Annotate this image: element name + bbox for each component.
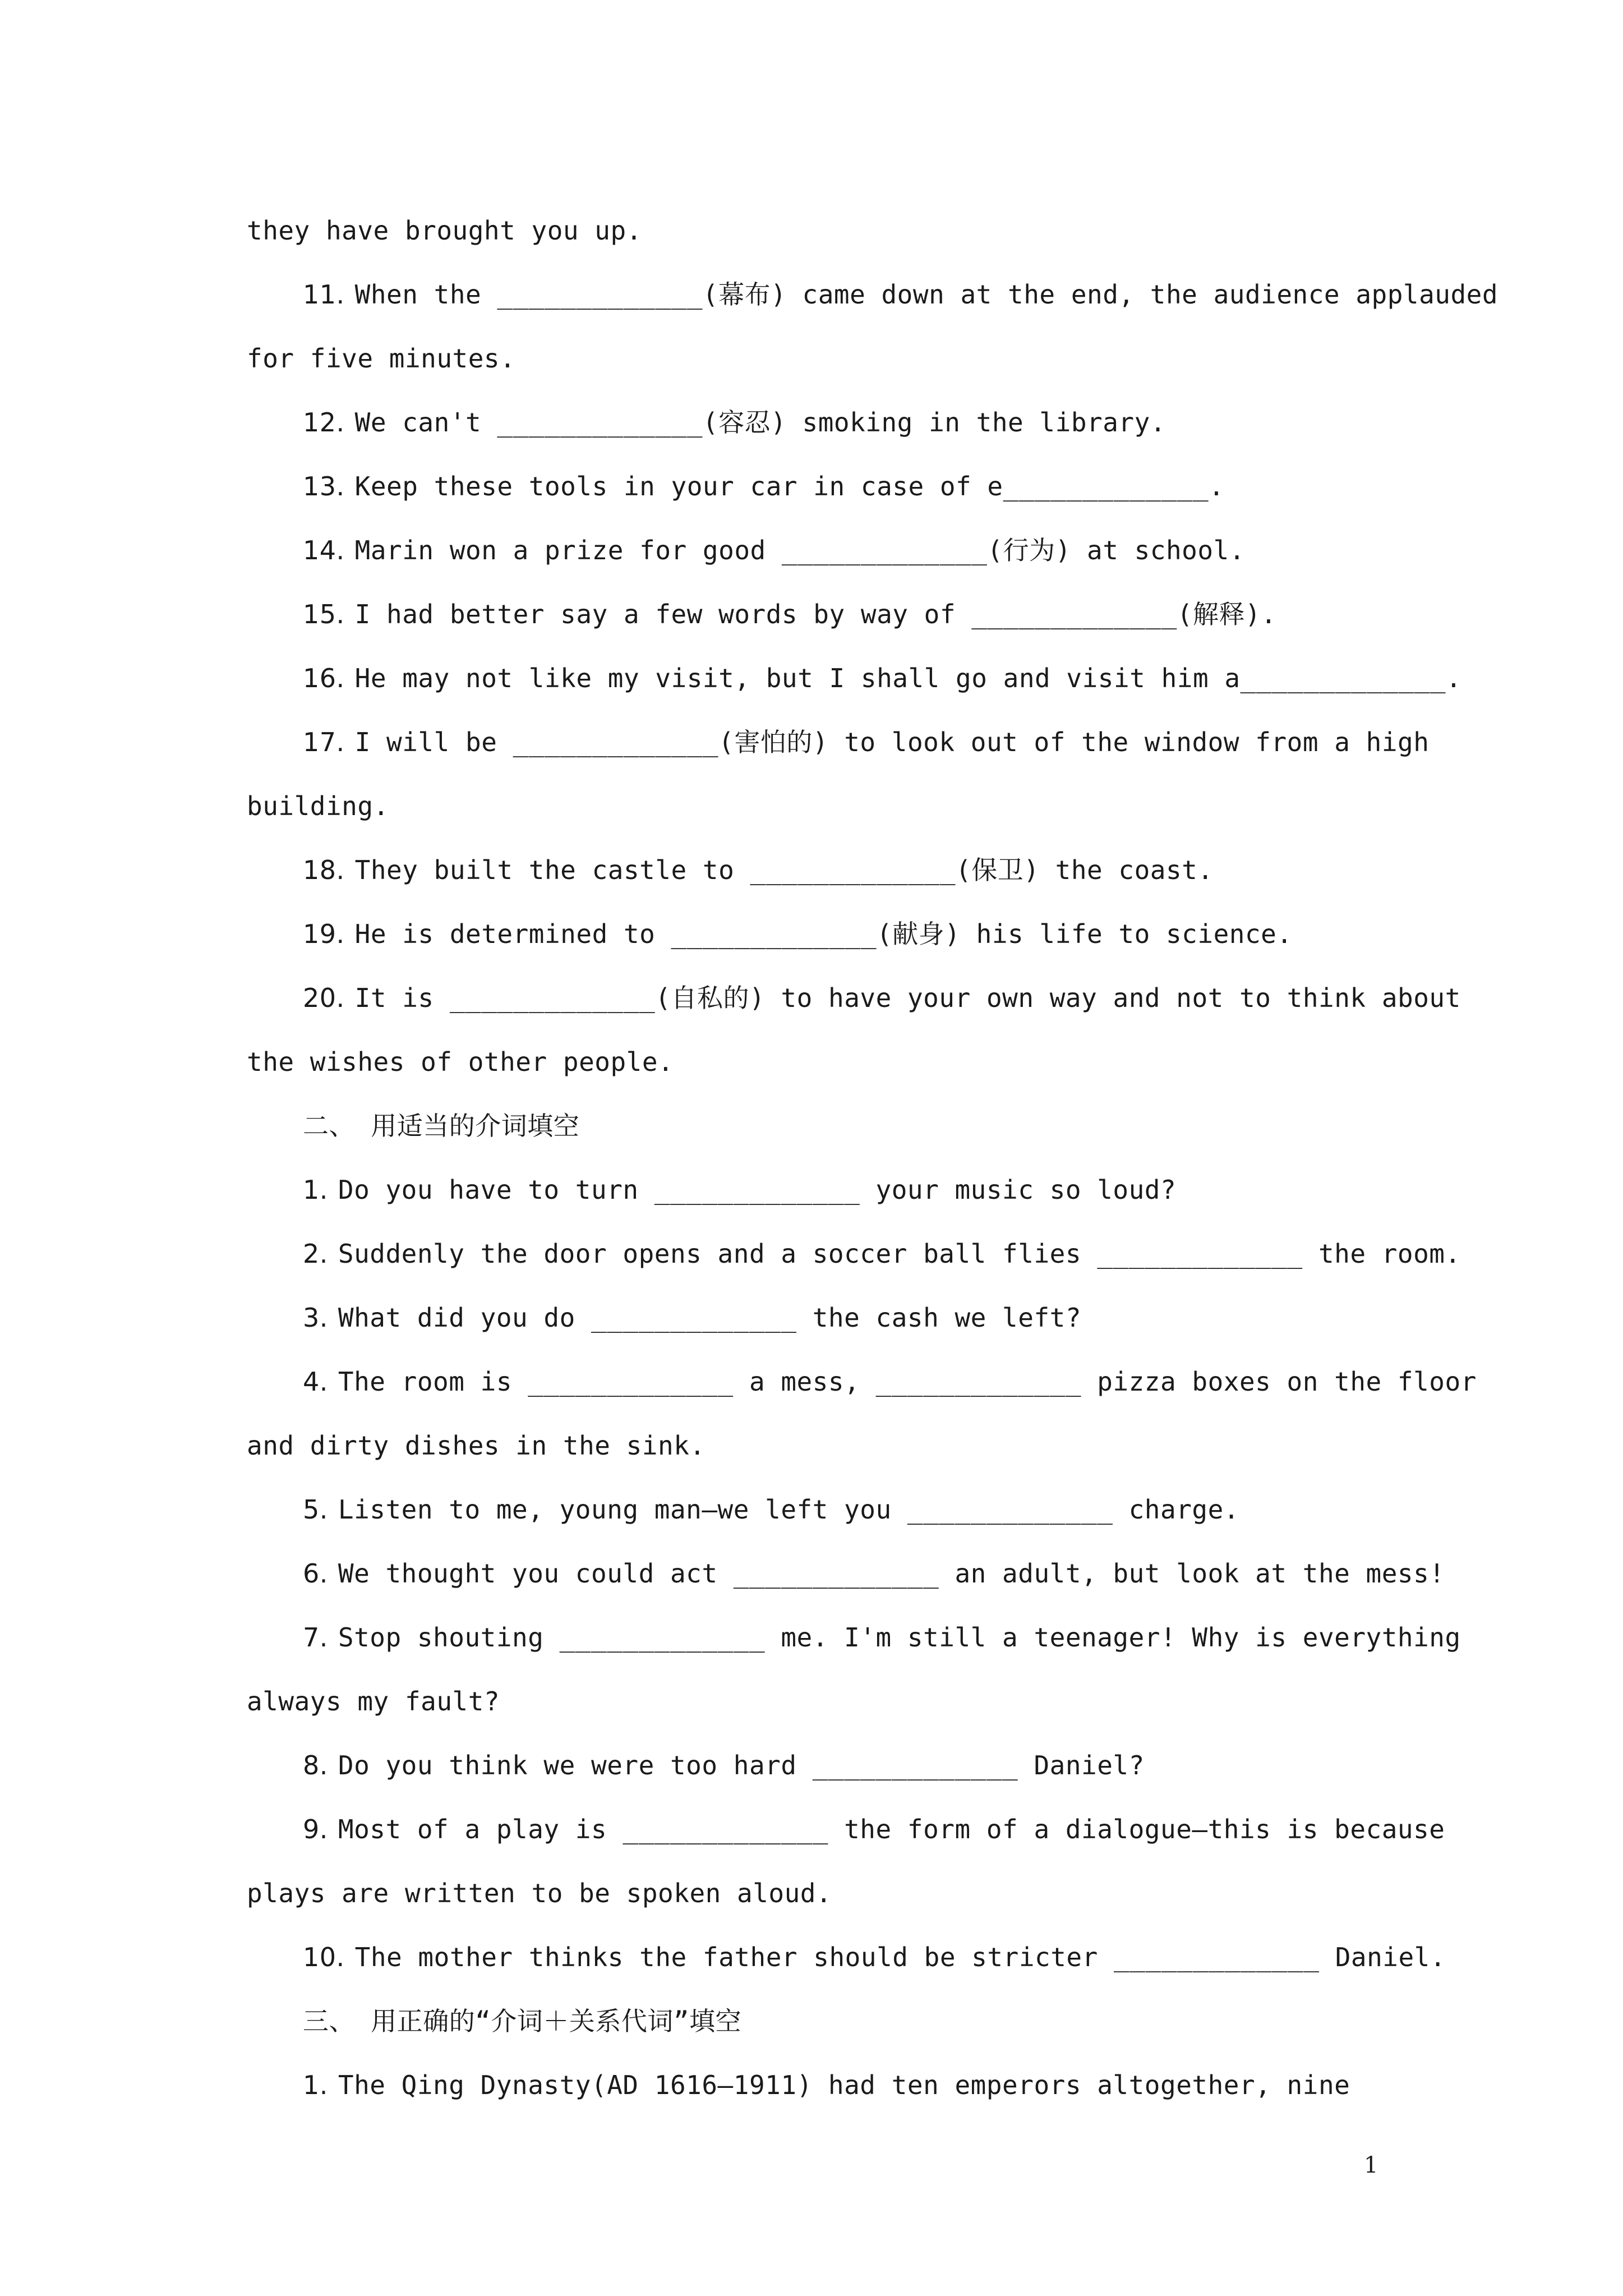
question-18 <box>303 853 1492 887</box>
question-number: 7. <box>303 1622 328 1653</box>
question-number: 1. <box>303 1175 328 1205</box>
question-14 <box>303 533 1492 567</box>
question-2-10 <box>303 1940 1492 1974</box>
question-text: When the _____________(幕布) came down at the end, the audience applauded <box>354 279 1498 310</box>
text-line <box>247 1429 1436 1462</box>
question-3-1 <box>303 2068 1492 2102</box>
question-20 <box>303 981 1492 1015</box>
question-number: 16. <box>303 663 345 693</box>
question-2-7 <box>303 1621 1492 1654</box>
question-15 <box>303 597 1492 631</box>
question-text: Keep these tools in your car in case of e_____________. <box>354 471 1225 501</box>
question-text: He may not like my visit, but I shall go and visit him a_____________. <box>354 663 1462 693</box>
line-text: the wishes of other people. <box>247 1047 674 1077</box>
question-number: 5. <box>303 1494 328 1525</box>
question-2-9 <box>303 1812 1492 1846</box>
question-2-4 <box>303 1365 1492 1398</box>
line-text: they have brought you up. <box>247 215 642 246</box>
text-line <box>247 1685 1436 1718</box>
question-2-5 <box>303 1493 1492 1526</box>
question-text: They built the castle to _____________(保卫) the coast. <box>354 855 1214 885</box>
question-2-6 <box>303 1557 1492 1590</box>
page-number: 1 <box>1364 2152 1378 2178</box>
question-text: I will be _____________(害怕的) to look out of the window from a high <box>354 727 1430 757</box>
line-text: building. <box>247 791 389 821</box>
question-text: He is determined to _____________(献身) his life to science. <box>354 919 1293 949</box>
question-number: 1. <box>303 2070 328 2100</box>
line-text: and dirty dishes in the sink. <box>247 1430 706 1461</box>
question-number: 2. <box>303 1239 328 1269</box>
question-text: The mother thinks the father should be stricter _____________ Daniel. <box>354 1942 1446 1972</box>
section-heading-text: 三、 用正确的“介词＋关系代词”填空 <box>303 2006 742 2036</box>
question-text: Do you have to turn _____________ your music so loud? <box>338 1175 1177 1205</box>
question-13 <box>303 470 1492 503</box>
question-number: 4. <box>303 1366 328 1397</box>
question-text: We thought you could act _____________ an adult, but look at the mess! <box>338 1558 1445 1589</box>
question-text: Marin won a prize for good _____________(行为) at school. <box>354 535 1245 565</box>
text-line <box>247 1045 1436 1079</box>
question-2-2 <box>303 1237 1492 1271</box>
question-text: Suddenly the door opens and a soccer ball flies _____________ the room. <box>338 1239 1461 1269</box>
question-text: It is _____________(自私的) to have your own way and not to think about <box>354 983 1461 1013</box>
question-17 <box>303 725 1492 759</box>
text-line <box>247 214 1436 247</box>
question-number: 3. <box>303 1303 328 1333</box>
text-line <box>247 342 1436 375</box>
question-number: 18. <box>303 855 345 885</box>
question-text: Stop shouting _____________ me. I'm still a teenager! Why is everything <box>338 1622 1461 1653</box>
section-heading-text: 二、 用适当的介词填空 <box>303 1111 580 1141</box>
question-number: 19. <box>303 919 345 949</box>
question-number: 14. <box>303 535 345 565</box>
question-text: I had better say a few words by way of _____________(解释). <box>354 599 1277 629</box>
question-2-3 <box>303 1301 1492 1335</box>
question-number: 8. <box>303 1750 328 1780</box>
question-19 <box>303 917 1492 951</box>
text-line <box>247 789 1436 823</box>
question-number: 9. <box>303 1814 328 1844</box>
question-text: Most of a play is _____________ the form of a dialogue—this is because <box>338 1814 1445 1844</box>
question-text: Listen to me, young man—we left you _____________ charge. <box>338 1494 1239 1525</box>
question-number: 12. <box>303 407 345 438</box>
question-16 <box>303 661 1492 695</box>
section-heading-2 <box>303 1109 1492 1143</box>
question-text: What did you do _____________ the cash we left? <box>338 1303 1082 1333</box>
question-text: The room is _____________ a mess, _____________ pizza boxes on the floor <box>338 1366 1477 1397</box>
section-heading-3 <box>303 2004 1492 2038</box>
question-11 <box>303 278 1498 311</box>
question-number: 10. <box>303 1942 345 1972</box>
question-text: The Qing Dynasty(AD 1616—1911) had ten emperors altogether, nine <box>338 2070 1350 2100</box>
question-number: 20. <box>303 983 345 1013</box>
question-12 <box>303 406 1492 439</box>
question-2-1 <box>303 1173 1492 1207</box>
line-text: always my fault? <box>247 1686 500 1717</box>
line-text: for five minutes. <box>247 343 516 374</box>
question-number: 17. <box>303 727 345 757</box>
question-number: 11. <box>303 279 345 310</box>
line-text: plays are written to be spoken aloud. <box>247 1878 832 1908</box>
question-number: 15. <box>303 599 345 629</box>
text-line <box>247 1876 1436 1910</box>
question-text: We can't _____________(容忍) smoking in the library. <box>354 407 1166 438</box>
question-number: 13. <box>303 471 345 501</box>
question-2-8 <box>303 1749 1492 1782</box>
question-number: 6. <box>303 1558 328 1589</box>
question-text: Do you think we were too hard _____________ Daniel? <box>338 1750 1145 1780</box>
